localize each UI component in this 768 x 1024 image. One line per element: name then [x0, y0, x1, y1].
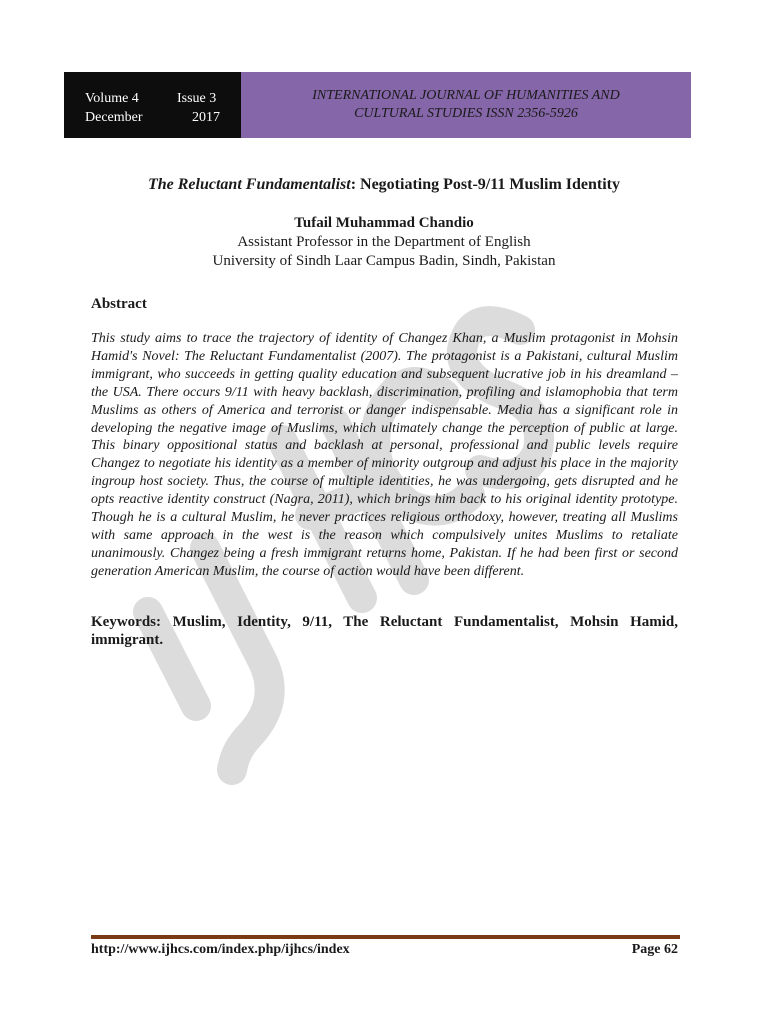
journal-name-line2: CULTURAL STUDIES ISSN 2356-5926	[354, 106, 578, 121]
journal-title-box	[241, 72, 691, 138]
keywords: Keywords: Muslim, Identity, 9/11, The Reluctant Fundamentalist, Mohsin Hamid, immigrant.	[91, 614, 678, 648]
journal-name-line1: INTERNATIONAL JOURNAL OF HUMANITIES AND	[312, 88, 620, 103]
paper-title-rest: : Negotiating Post-9/11 Muslim Identity	[350, 176, 621, 193]
month-label: December	[85, 110, 143, 125]
journal-header	[64, 72, 691, 138]
year-label: 2017	[192, 110, 220, 125]
volume-label: Volume 4	[85, 91, 139, 106]
footer-url[interactable]: http://www.ijhcs.com/index.php/ijhcs/index	[91, 942, 350, 957]
footer-rule	[91, 935, 680, 939]
page-number: Page 62	[631, 942, 678, 957]
paper-title	[0, 176, 768, 194]
issue-info-box	[64, 72, 241, 138]
paper-title-italic: The Reluctant Fundamentalist	[147, 176, 351, 193]
abstract-text: This study aims to trace the trajectory of identity of Changez Khan, a Muslim protagonist in Mohsin Hamid's Novel: The Reluctant Fundamentalist (2007). The protagonist is a Pakistani, cultural Muslim immigrant, who succeeds in getting quality education and subsequent lucrative job in his dreamland – the USA. There occurs 9/11 with heavy backlash, discrimination, profiling and islamophobia that term Muslims as others of America and terrorist or danger indispensable. Media has a significant role in developing the negative image of Muslims, which ultimately change the perception of public at large. This binary oppositional status and backlash at personal, professional and public levels require Changez to negotiate his identity as a member of minority outgroup and adjust his place in the majority ingroup host society. Thus, the course of multiple identities, he was undergoing, gets disrupted and he opts reactive identity construct (Nagra, 2011), which brings him back to his original identity prototype. Though he is a cultural Muslim, he never practices religious orthodoxy, however, treating all Muslims with same approach in the west is the reason which compulsively unites Muslims to retaliate unanimously. Changez being a fresh immigrant returns home, Pakistan. If he had been first or second generation American Muslim, the course of action would have been different.	[91, 331, 678, 579]
author-block	[0, 214, 768, 271]
author-position: Assistant Professor in the Department of English	[237, 234, 531, 250]
issue-label: Issue 3	[177, 91, 217, 106]
author-affiliation: University of Sindh Laar Campus Badin, Sindh, Pakistan	[212, 253, 556, 269]
abstract-heading: Abstract	[91, 296, 147, 312]
author-name: Tufail Muhammad Chandio	[294, 215, 474, 231]
